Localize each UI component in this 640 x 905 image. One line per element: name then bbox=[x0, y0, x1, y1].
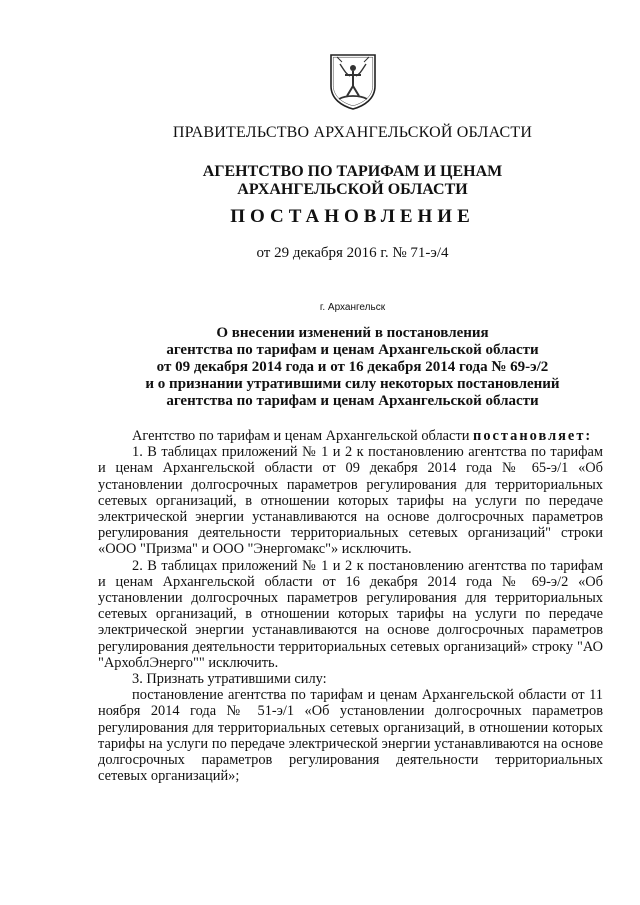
document-title bbox=[0, 325, 640, 410]
title-line: и о признании утратившими силу некоторых постановлений bbox=[145, 376, 560, 392]
agency-line: АГЕНТСТВО ПО ТАРИФАМ И ЦЕНАМ bbox=[202, 163, 503, 180]
title-line: от 09 декабря 2014 года и от 16 декабря 2014 года № 69-э/2 bbox=[156, 359, 549, 375]
title-line: агентства по тарифам и ценам Архангельской области bbox=[166, 342, 539, 358]
intro-paragraph bbox=[98, 428, 603, 444]
resolves-keyword: постановляет: bbox=[473, 428, 593, 444]
agency-name bbox=[0, 163, 640, 199]
intro-text: Агентство по тарифам и ценам Архангельской области bbox=[132, 428, 474, 444]
title-line: О внесении изменений в постановления bbox=[216, 325, 489, 341]
document-city: г. Архангельск bbox=[319, 302, 386, 313]
item-2-paragraph: 2. В таблицах приложений № 1 и 2 к постановлению агентства по тарифам и ценам Архангельской области от 16 декабря 2014 года № 69-э/2 «Об установлении долгосрочных параметров регулирования для территориальных сетевых организаций, в отношении которых тарифы на услуги по передаче электрической энергии устанавливаются на основе долгосрочных параметров регулирования деятельности территориальных сетевых организаций» строку "АО "АрхоблЭнерго"" исключить. bbox=[98, 557, 603, 671]
item-3-text-paragraph: постановление агентства по тарифам и ценам Архангельской области от 11 ноября 2014 года № 51-э/1 «Об установлении долгосрочных параметров регулирования для территориальных сетевых организаций, в отношении которых тарифы на услуги по передаче электрической энергии устанавливаются на основе долгосрочных параметров регулирования деятельности территориальных сетевых организаций»; bbox=[98, 687, 603, 785]
agency-line: АРХАНГЕЛЬСКОЙ ОБЛАСТИ bbox=[237, 181, 468, 198]
government-name: ПРАВИТЕЛЬСТВО АРХАНГЕЛЬСКОЙ ОБЛАСТИ bbox=[172, 124, 533, 141]
document-date-number: от 29 декабря 2016 г. № 71-э/4 bbox=[256, 245, 449, 261]
title-line: агентства по тарифам и ценам Архангельской области bbox=[166, 393, 539, 409]
document-body bbox=[98, 428, 603, 784]
document-type: ПОСТАНОВЛЕНИЕ bbox=[230, 206, 475, 227]
coat-of-arms-emblem bbox=[328, 52, 378, 110]
item-3-paragraph: 3. Признать утратившими силу: bbox=[132, 671, 327, 688]
item-1-paragraph: 1. В таблицах приложений № 1 и 2 к постановлению агентства по тарифам и ценам Архангельской области от 09 декабря 2014 года № 65-э/1 «Об установлении долгосрочных параметров регулирования для территориальных сетевых организаций, в отношении которых тарифы на услуги по передаче электрической энергии устанавливаются на основе долгосрочных параметров регулирования деятельности территориальных сетевых организаций" строки «ООО "Призма" и ООО "Энергомакс"» исключить. bbox=[98, 444, 603, 558]
